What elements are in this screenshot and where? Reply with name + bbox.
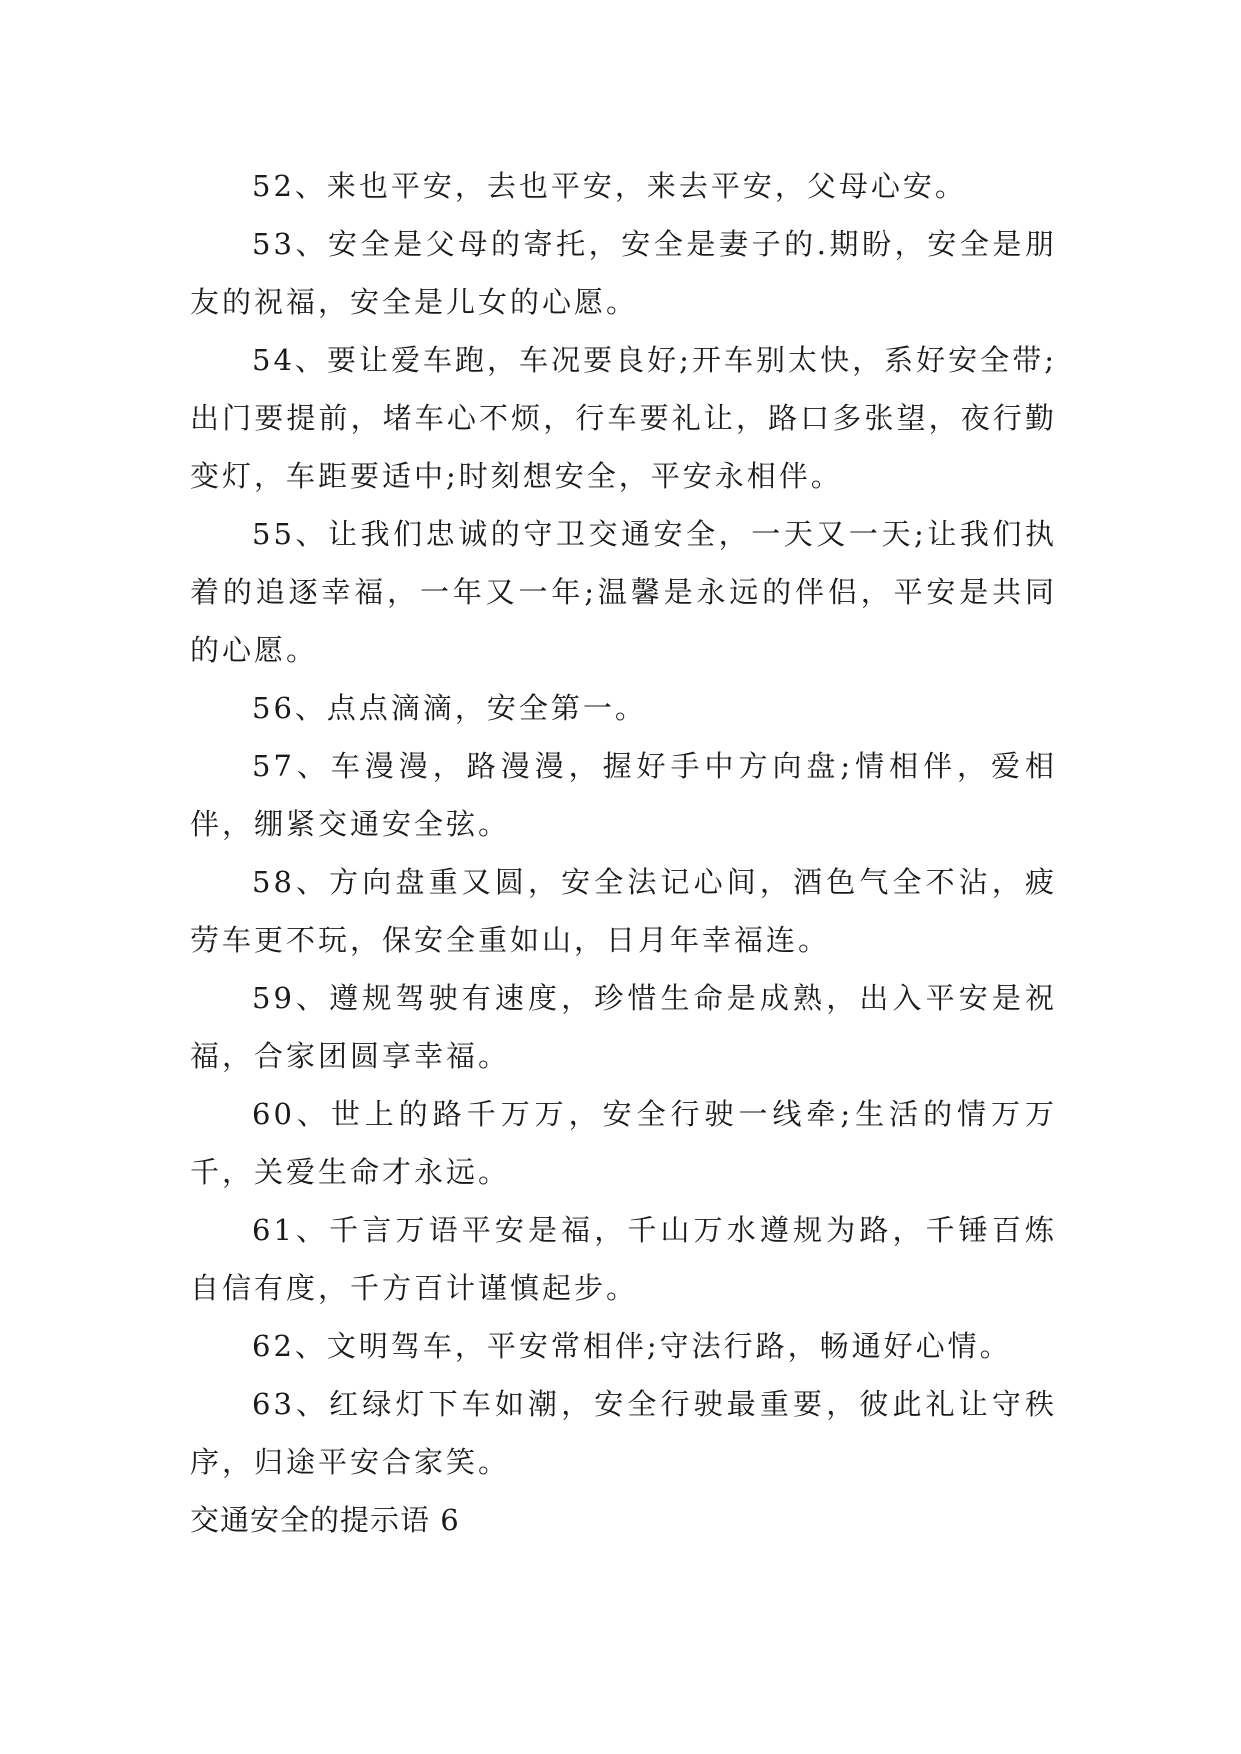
list-item: 52、来也平安，去也平安，来去平安，父母心安。 xyxy=(252,169,967,203)
list-item: 59、遵规驾驶有速度，珍惜生命是成熟，出入平安是祝福，合家团圆享幸福。 xyxy=(190,981,1057,1073)
list-item: 56、点点滴滴，安全第一。 xyxy=(252,691,647,725)
document-body xyxy=(190,157,1057,1549)
list-item: 53、安全是父母的寄托，安全是妻子的.期盼，安全是朋友的祝福，安全是儿女的心愿。 xyxy=(190,227,1057,319)
list-item: 61、千言万语平安是福，千山万水遵规为路，千锤百炼自信有度，千方百计谨慎起步。 xyxy=(190,1213,1057,1305)
list-item: 57、车漫漫，路漫漫，握好手中方向盘;情相伴，爱相伴，绷紧交通安全弦。 xyxy=(190,749,1057,841)
list-item: 55、让我们忠诚的守卫交通安全，一天又一天;让我们执着的追逐幸福，一年又一年;温馨是永远的伴侣，平安是共同的心愿。 xyxy=(190,517,1057,667)
list-item: 63、红绿灯下车如潮，安全行驶最重要，彼此礼让守秩序，归途平安合家笑。 xyxy=(190,1387,1057,1479)
section-heading: 交通安全的提示语 6 xyxy=(190,1503,460,1537)
list-item: 54、要让爱车跑，车况要良好;开车别太快，系好安全带;出门要提前，堵车心不烦，行车要礼让，路口多张望，夜行勤变灯，车距要适中;时刻想安全，平安永相伴。 xyxy=(190,343,1057,493)
list-item: 58、方向盘重又圆，安全法记心间，酒色气全不沾，疲劳车更不玩，保安全重如山，日月年幸福连。 xyxy=(190,865,1057,957)
list-item: 62、文明驾车，平安常相伴;守法行路，畅通好心情。 xyxy=(252,1329,1012,1363)
list-item: 60、世上的路千万万，安全行驶一线牵;生活的情万万千，关爱生命才永远。 xyxy=(190,1097,1057,1189)
